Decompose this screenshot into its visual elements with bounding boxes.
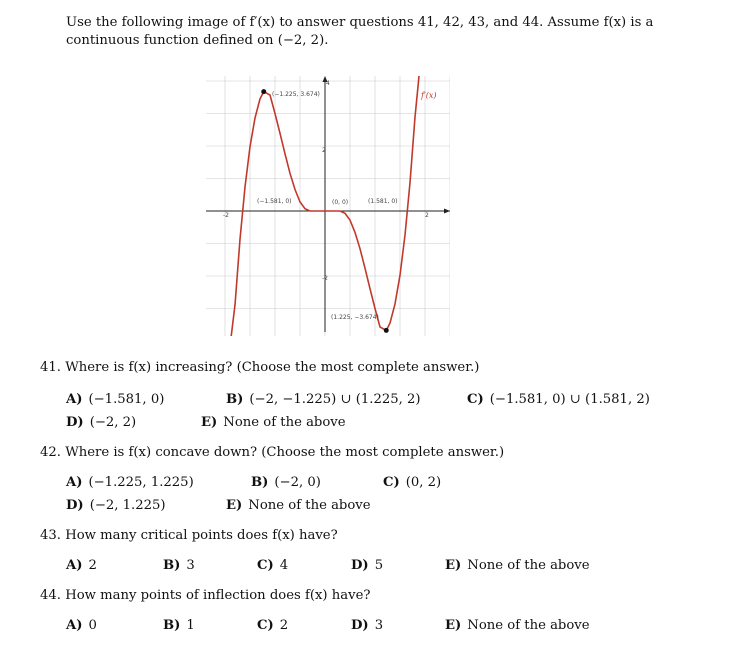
tick-y-top: 4: [326, 80, 330, 87]
tick-y-neg2: -2: [322, 275, 328, 282]
q44-option-b[interactable]: [163, 618, 195, 633]
question-number: 41.: [40, 360, 61, 375]
option-key: A): [66, 392, 83, 407]
option-key: C): [257, 618, 274, 633]
option-text: None of the above: [467, 618, 590, 633]
question-text: How many critical points does f(x) have?: [65, 528, 338, 543]
option-key: B): [163, 558, 181, 573]
option-key: B): [226, 392, 244, 407]
point-label-min: (1.225, −3.674): [331, 314, 379, 321]
option-text: 2: [279, 618, 289, 633]
intro-text: [66, 14, 653, 50]
option-key: A): [66, 618, 83, 633]
option-text: 1: [186, 618, 195, 633]
option-text: None of the above: [467, 558, 590, 573]
option-text: 0: [88, 618, 97, 633]
point-label-root-left: (−1.581, 0): [257, 198, 292, 205]
q43-option-c[interactable]: [257, 558, 288, 573]
tick-x-pos: 2: [425, 212, 429, 219]
q42-option-b[interactable]: [251, 475, 321, 490]
q41-option-c[interactable]: [467, 392, 650, 407]
option-key: A): [66, 558, 83, 573]
option-key: D): [351, 558, 369, 573]
option-key: D): [351, 618, 369, 633]
q41-option-d[interactable]: [66, 415, 136, 430]
intro-line-1: Use the following image of f′(x) to answer questions 41, 42, 43, and 44. Assume f(x) is a: [66, 15, 654, 30]
option-text: None of the above: [223, 415, 346, 430]
intro-line-2: continuous function defined on (−2, 2).: [66, 33, 329, 48]
q41-option-a[interactable]: [66, 392, 164, 407]
option-text: 5: [374, 558, 384, 573]
question-number: 44.: [40, 588, 61, 603]
option-key: D): [66, 498, 84, 513]
question-number: 43.: [40, 528, 61, 543]
q41-option-e[interactable]: [201, 415, 346, 430]
option-text: (−2, 2): [89, 415, 137, 430]
option-key: E): [445, 558, 462, 573]
point-label-root-right: (1.581, 0): [368, 198, 398, 205]
q41-option-b[interactable]: [226, 392, 421, 407]
q42-option-c[interactable]: [383, 475, 441, 490]
tick-y-2: 2: [322, 147, 326, 154]
option-text: 2: [88, 558, 97, 573]
q43-option-e[interactable]: [445, 558, 590, 573]
key-point: [261, 89, 266, 94]
x-axis-arrow: [444, 209, 450, 214]
option-key: A): [66, 475, 83, 490]
option-text: (−2, −1.225) ∪ (1.225, 2): [249, 392, 421, 407]
q44-option-e[interactable]: [445, 618, 590, 633]
question-44: [40, 588, 370, 603]
option-text: None of the above: [248, 498, 371, 513]
q43-option-b[interactable]: [163, 558, 195, 573]
question-42: [40, 445, 504, 460]
option-key: D): [66, 415, 84, 430]
tick-x-neg: -2: [223, 212, 229, 219]
option-text: 3: [374, 618, 384, 633]
option-text: (0, 2): [405, 475, 442, 490]
question-text: Where is f(x) increasing? (Choose the most complete answer.): [65, 360, 480, 375]
option-text: 3: [186, 558, 195, 573]
question-41: [40, 360, 479, 375]
option-key: E): [226, 498, 243, 513]
option-text: 4: [279, 558, 289, 573]
option-key: E): [445, 618, 462, 633]
q43-option-a[interactable]: [66, 558, 97, 573]
option-key: E): [201, 415, 218, 430]
option-text: (−1.225, 1.225): [88, 475, 194, 490]
question-number: 42.: [40, 445, 61, 460]
option-key: B): [163, 618, 181, 633]
point-label-max: (−1.225, 3.674): [272, 91, 320, 98]
q42-option-e[interactable]: [226, 498, 371, 513]
question-text: Where is f(x) concave down? (Choose the most complete answer.): [65, 445, 505, 460]
point-label-origin: (0, 0): [332, 199, 349, 206]
derivative-graph: [206, 76, 450, 336]
q44-option-a[interactable]: [66, 618, 97, 633]
option-key: C): [257, 558, 274, 573]
option-text: (−1.581, 0): [88, 392, 165, 407]
question-43: [40, 528, 338, 543]
option-text: (−1.581, 0) ∪ (1.581, 2): [489, 392, 650, 407]
option-key: C): [467, 392, 484, 407]
question-text: How many points of inflection does f(x) have?: [65, 588, 371, 603]
option-text: (−2, 1.225): [89, 498, 166, 513]
q44-option-d[interactable]: [351, 618, 383, 633]
q44-option-c[interactable]: [257, 618, 288, 633]
option-text: (−2, 0): [274, 475, 321, 490]
q43-option-d[interactable]: [351, 558, 383, 573]
option-key: C): [383, 475, 400, 490]
q42-option-d[interactable]: [66, 498, 166, 513]
curve-label: f′(x): [421, 91, 437, 100]
q42-option-a[interactable]: [66, 475, 194, 490]
option-key: B): [251, 475, 269, 490]
key-point: [384, 328, 389, 333]
